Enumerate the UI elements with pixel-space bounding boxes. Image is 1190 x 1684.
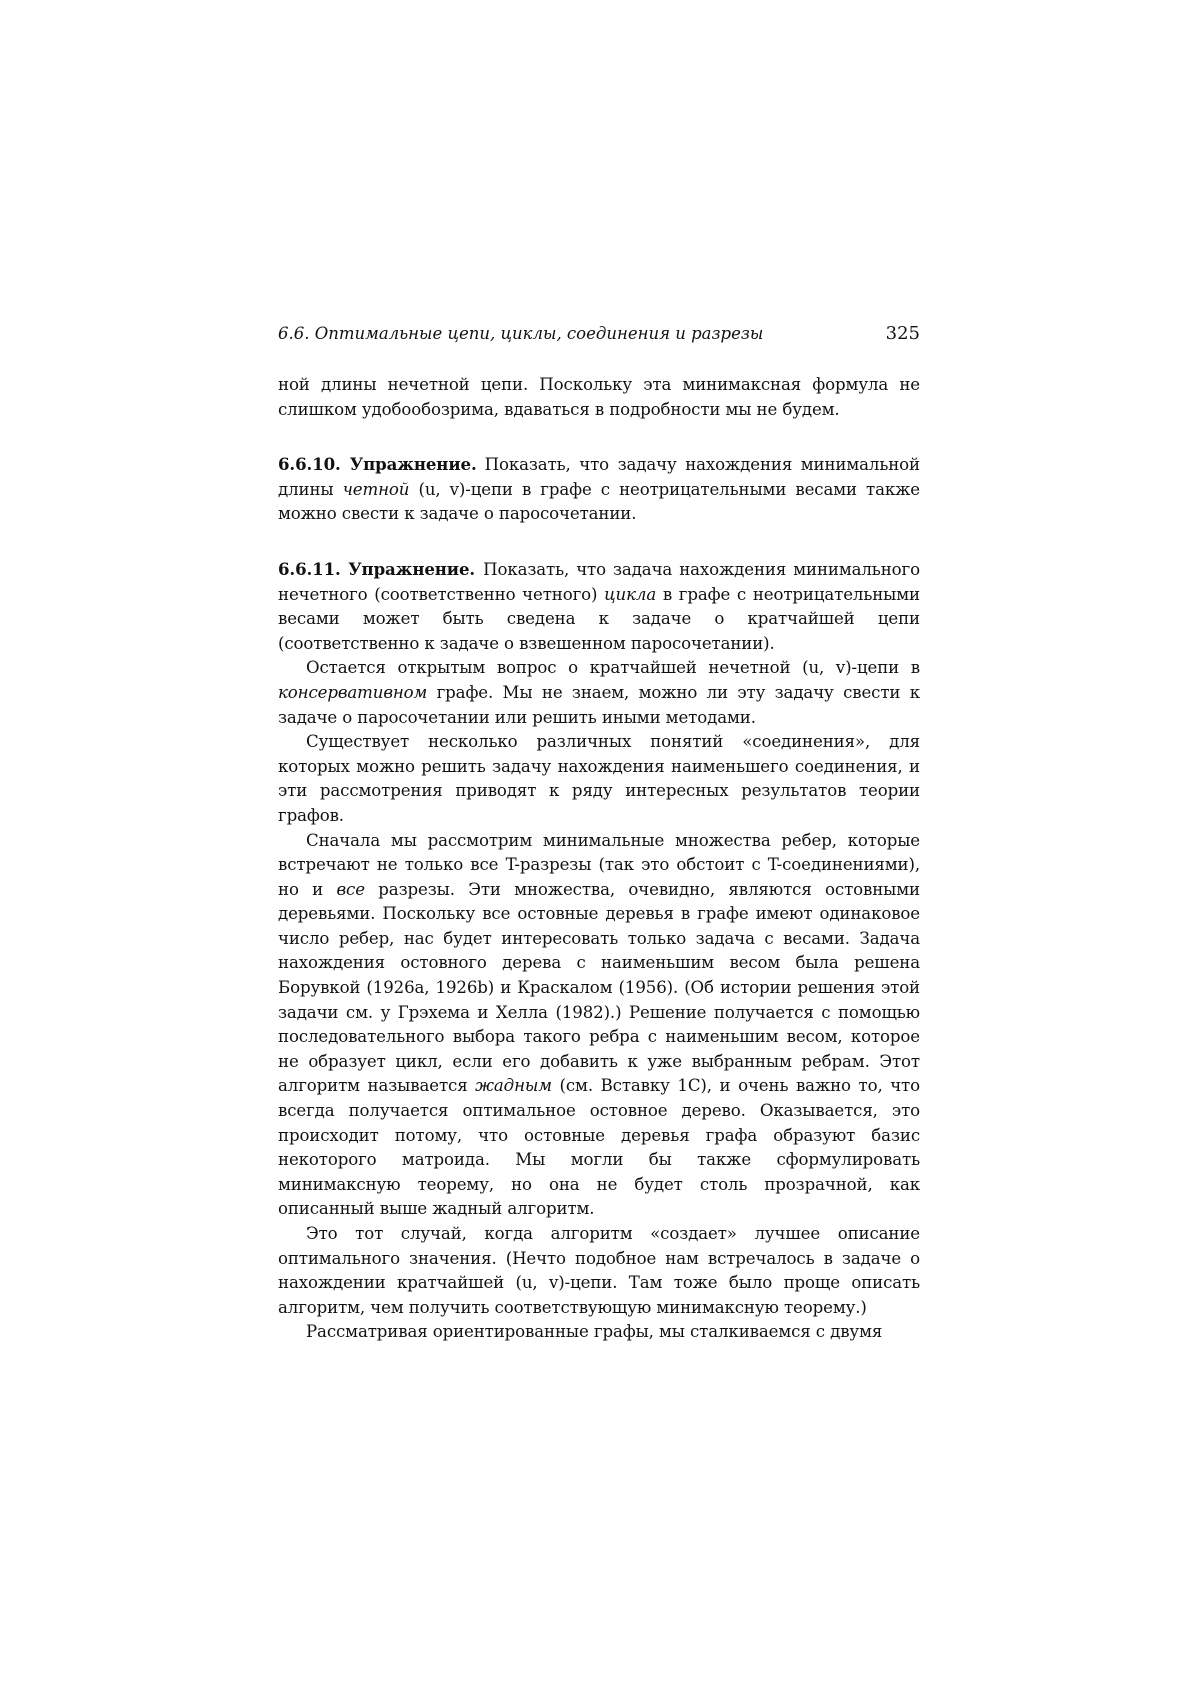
paragraph-algorithm: Это тот случай, когда алгоритм «создает» лучшее описание оптимального значения. (Нечто подобное нам встречалось в задаче о нахождении кратчайшей (u, v)-цепи. Там тоже было проще описать алгоритм, чем получить соответствующую минимаксную теорему.) <box>278 1224 920 1317</box>
page-number: 325 <box>885 323 920 344</box>
paragraph-spanning-trees <box>278 829 920 1223</box>
body-text <box>278 373 920 1345</box>
paragraph-text: разрезы. Эти множества, очевидно, являются остовными деревьями. Поскольку все остовные деревья в графе имеют одинаковое число ребер, нас будет интересовать только задача с весами. Задача нахождения остовного дерева с наименьшим весом была решена Борувкой (1926a, 1926b) и Краскалом (1956). (Об истории решения этой задачи см. у Грэхема и Хелла (1982).) Решение получается с помощью последовательного выбора такого ребра с наименьшим весом, которое не образует цикл, если его добавить к уже выбранным ребрам. Этот алгоритм называется <box>278 879 920 1096</box>
paragraph-open-question <box>278 656 920 730</box>
exercise-6-6-11 <box>278 557 920 656</box>
paragraph-joins: Существует несколько различных понятий «соединения», для которых можно решить задачу нахождения наименьшего соединения, и эти рассмотрения приводят к ряду интересных результатов теории графов. <box>278 732 920 825</box>
paragraph-text: (см. Вставку 1C), и очень важно то, что всегда получается оптимальное остовное дерево. Оказывается, это происходит потому, что остовные деревья графа образуют базис некоторого матроида. Мы могли бы также сформулировать минимаксную теорему, но она не будет столь прозрачной, как описанный выше жадный алгоритм. <box>278 1076 920 1219</box>
book-page <box>278 323 920 1345</box>
exercise-text: Показать, что задачу нахождения минимальной длины <box>278 455 920 499</box>
emphasis: консервативном <box>278 682 428 702</box>
exercise-6-6-10 <box>278 452 920 527</box>
emphasis: все <box>336 879 365 899</box>
paragraph-text: Остается открытым вопрос о кратчайшей нечетной (u, v)-цепи в <box>306 658 920 678</box>
paragraph-continuation: ной длины нечетной цепи. Поскольку эта минимаксная формула не слишком удобообозрима, вдаваться в подробности мы не будем. <box>278 375 920 419</box>
exercise-heading: 6.6.10. Упражнение. <box>278 454 477 475</box>
exercise-text: в графе с неотрицательными весами может быть сведена к задаче о кратчайшей цепи (соответственно к задаче о взвешенном паросочетании). <box>278 584 920 653</box>
emphasis: четной <box>342 479 410 499</box>
exercise-heading: 6.6.11. Упражнение. <box>278 558 476 579</box>
paragraph-text: Сначала мы рассмотрим минимальные множества ребер, которые встречают не только все T-разрезы (так это обстоит с T-соединениями), но и <box>278 830 920 899</box>
exercise-text: Показать, что задача нахождения минимального нечетного (соответственно четного) <box>278 559 920 604</box>
exercise-text: (u, v)-цепи в графе с неотрицательными весами также можно свести к задаче о паросочетании. <box>278 479 920 524</box>
paragraph-directed: Рассматривая ориентированные графы, мы сталкиваемся с двумя <box>306 1322 883 1342</box>
emphasis: цикла <box>604 584 657 604</box>
running-header <box>278 323 920 349</box>
paragraph-text: графе. Мы не знаем, можно ли эту задачу свести к задаче о паросочетании или решить иными методами. <box>278 682 920 727</box>
running-title: 6.6. Оптимальные цепи, циклы, соединения и разрезы <box>278 324 764 343</box>
emphasis: жадным <box>475 1076 552 1096</box>
